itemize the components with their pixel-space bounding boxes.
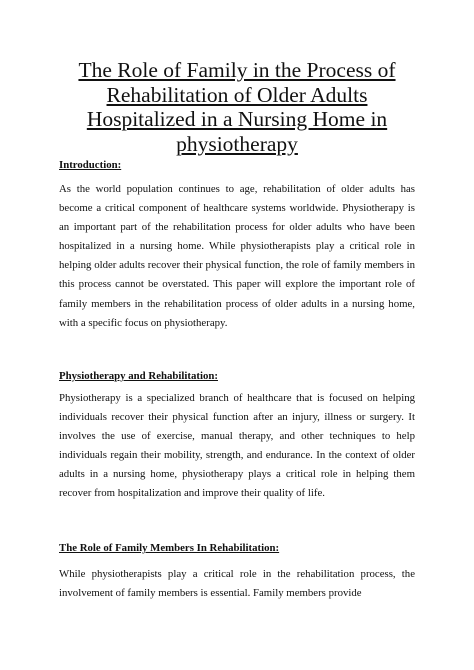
section-body-physiotherapy-rehabilitation: Physiotherapy is a specialized branch of healthcare that is focused on helping individuals recover their physical function after an injury, illness or surgery. It involves the use of exercise, manual therapy, and other techniques to help individuals regain their mobility, strength, and endurance. In the context of older adults in a nursing home, physiotherapy plays a critical role in helping them recover from hospitalization and improve their quality of life. [59,392,415,500]
section-heading-introduction: Introduction: [59,159,122,171]
section-body-family-role: While physiotherapists play a critical role in the rehabilitation process, the involvement of family members is essential. Family members provide [59,568,415,600]
section-heading-family-role: The Role of Family Members In Rehabilitation: [59,542,280,554]
document-title: The Role of Family in the Process of Rehabilitation of Older Adults Hospitalized in a Nursing Home in physiotherapy [78,58,396,156]
section-body-introduction: As the world population continues to age, rehabilitation of older adults has become a critical component of healthcare systems worldwide. Physiotherapy is an important part of the rehabilitation process for older adults who have been hospitalized in a nursing home. While physiotherapists play a critical role in helping older adults recover their physical function, the role of family members in this process cannot be overstated. This paper will explore the important role of family members in the rehabilitation process of older adults in a nursing home, with a specific focus on physiotherapy. [59,183,415,329]
section-heading-physiotherapy-rehabilitation: Physiotherapy and Rehabilitation: [59,370,218,382]
